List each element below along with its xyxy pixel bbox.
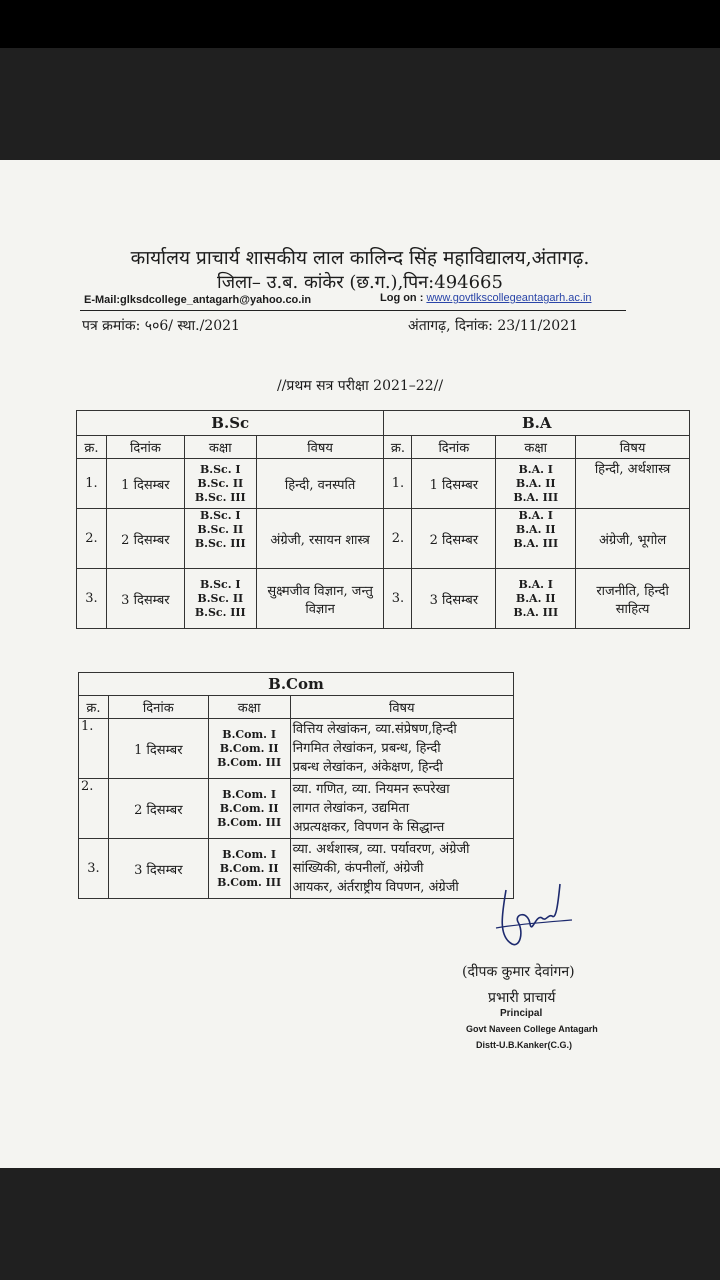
date-cell: 1 दिसम्बर xyxy=(412,459,496,509)
letter-date: अंतागढ़, दिनांक: 23/11/2021 xyxy=(408,318,579,334)
col-header-serial: क्र. xyxy=(77,436,107,459)
col-header-class: कक्षा xyxy=(208,696,290,719)
bcom-section-title: B.Com xyxy=(79,673,514,696)
col-header-serial: क्र. xyxy=(384,436,412,459)
logon-label: Log on : xyxy=(380,292,427,304)
bcom-schedule-table xyxy=(78,672,514,899)
subject-cell: व्या. गणित, व्या. नियमन रूपरेखा लागत लेखांकन, उद्यमिता अप्रत्यक्षकर, विपणन के सिद्धान्त xyxy=(290,779,513,839)
ba-section-title: B.A xyxy=(384,411,690,436)
email-address: E-Mail:glksdcollege_antagarh@yahoo.co.in xyxy=(84,294,312,306)
bsc-section-title: B.Sc xyxy=(77,411,384,436)
subject-cell: राजनीति, हिन्दी साहित्य xyxy=(576,569,690,629)
col-header-subject: विषय xyxy=(576,436,690,459)
table-row xyxy=(79,839,514,899)
class-cell: B.A. I B.A. II B.A. III xyxy=(496,569,576,629)
class-cell: B.Sc. I B.Sc. II B.Sc. III xyxy=(184,569,256,629)
viewer-background-top xyxy=(0,48,720,160)
col-header-class: कक्षा xyxy=(496,436,576,459)
table-row xyxy=(77,569,690,629)
serial-cell: 3. xyxy=(79,839,109,899)
class-cell: B.Com. I B.Com. II B.Com. III xyxy=(208,719,290,779)
bsc-ba-schedule-table xyxy=(76,410,690,629)
top-bar xyxy=(0,0,720,48)
table-row xyxy=(79,779,514,839)
stamp-district: Distt-U.B.Kanker(C.G.) xyxy=(476,1040,573,1050)
table-header-row xyxy=(77,436,690,459)
serial-cell: 2. xyxy=(384,509,412,569)
letter-number: पत्र क्रमांक: ५०6/ स्था./2021 xyxy=(82,318,240,334)
serial-cell: 1. xyxy=(77,459,107,509)
class-cell: B.Com. I B.Com. II B.Com. III xyxy=(208,839,290,899)
subject-cell: हिन्दी, अर्थशास्त्र xyxy=(576,459,690,509)
class-cell: B.A. I B.A. II B.A. III xyxy=(496,459,576,509)
viewer-background-bottom xyxy=(0,1168,720,1280)
class-cell: B.A. I B.A. II B.A. III xyxy=(496,509,576,569)
district-line: जिला– उ.ब. कांकेर (छ.ग.),पिन:494665 xyxy=(217,272,503,293)
serial-cell: 2. xyxy=(79,779,109,839)
date-cell: 3 दिसम्बर xyxy=(108,839,208,899)
subject-cell: अंग्रेजी, रसायन शास्त्र xyxy=(256,509,384,569)
exam-title: //प्रथम सत्र परीक्षा 2021–22// xyxy=(276,378,444,394)
col-header-subject: विषय xyxy=(256,436,384,459)
col-header-subject: विषय xyxy=(290,696,513,719)
serial-cell: 1. xyxy=(79,719,109,779)
col-header-date: दिनांक xyxy=(412,436,496,459)
date-cell: 1 दिसम्बर xyxy=(108,719,208,779)
subject-cell: वित्तिय लेखांकन, व्या.संप्रेषण,हिन्दी निगमित लेखांकन, प्रबन्ध, हिन्दी प्रबन्ध लेखांकन, अंकेक्षण, हिन्दी xyxy=(290,719,513,779)
col-header-serial: क्र. xyxy=(79,696,109,719)
class-cell: B.Sc. I B.Sc. II B.Sc. III xyxy=(184,459,256,509)
signatory-name: (दीपक कुमार देवांगन) xyxy=(462,964,575,980)
date-cell: 2 दिसम्बर xyxy=(108,779,208,839)
date-cell: 2 दिसम्बर xyxy=(106,509,184,569)
stamp-principal: Principal xyxy=(500,1008,543,1019)
table-row xyxy=(77,459,690,509)
col-header-date: दिनांक xyxy=(108,696,208,719)
date-cell: 3 दिसम्बर xyxy=(106,569,184,629)
subject-cell: अंग्रेजी, भूगोल xyxy=(576,509,690,569)
document-page xyxy=(0,160,720,1168)
date-cell: 2 दिसम्बर xyxy=(412,509,496,569)
col-header-date: दिनांक xyxy=(106,436,184,459)
subject-cell: व्या. अर्थशास्त्र, व्या. पर्यावरण, अंग्रेजी सांख्यिकी, कंपनीलॉ, अंग्रेजी आयकर, अंर्तराष्ट्रीय विपणन, अंग्रेजी xyxy=(290,839,513,899)
website-link[interactable]: www.govtlkscollegeantagarh.ac.in xyxy=(426,292,592,304)
table-row xyxy=(77,509,690,569)
website-line xyxy=(380,292,592,304)
serial-cell: 2. xyxy=(77,509,107,569)
date-cell: 1 दिसम्बर xyxy=(106,459,184,509)
class-cell: B.Sc. I B.Sc. II B.Sc. III xyxy=(184,509,256,569)
table-header-row xyxy=(79,696,514,719)
office-title: कार्यालय प्राचार्य शासकीय लाल कालिन्द सिंह महाविद्यालय,अंतागढ़. xyxy=(130,247,590,269)
date-cell: 3 दिसम्बर xyxy=(412,569,496,629)
stamp-college: Govt Naveen College Antagarh xyxy=(466,1024,598,1034)
serial-cell: 1. xyxy=(384,459,412,509)
subject-cell: सुक्ष्मजीव विज्ञान, जन्तु विज्ञान xyxy=(256,569,384,629)
header-divider xyxy=(80,310,626,311)
subject-cell: हिन्दी, वनस्पति xyxy=(256,459,384,509)
serial-cell: 3. xyxy=(384,569,412,629)
signatory-role: प्रभारी प्राचार्य xyxy=(488,990,556,1006)
class-cell: B.Com. I B.Com. II B.Com. III xyxy=(208,779,290,839)
col-header-class: कक्षा xyxy=(184,436,256,459)
signature-image xyxy=(488,874,578,958)
serial-cell: 3. xyxy=(77,569,107,629)
table-row xyxy=(79,719,514,779)
